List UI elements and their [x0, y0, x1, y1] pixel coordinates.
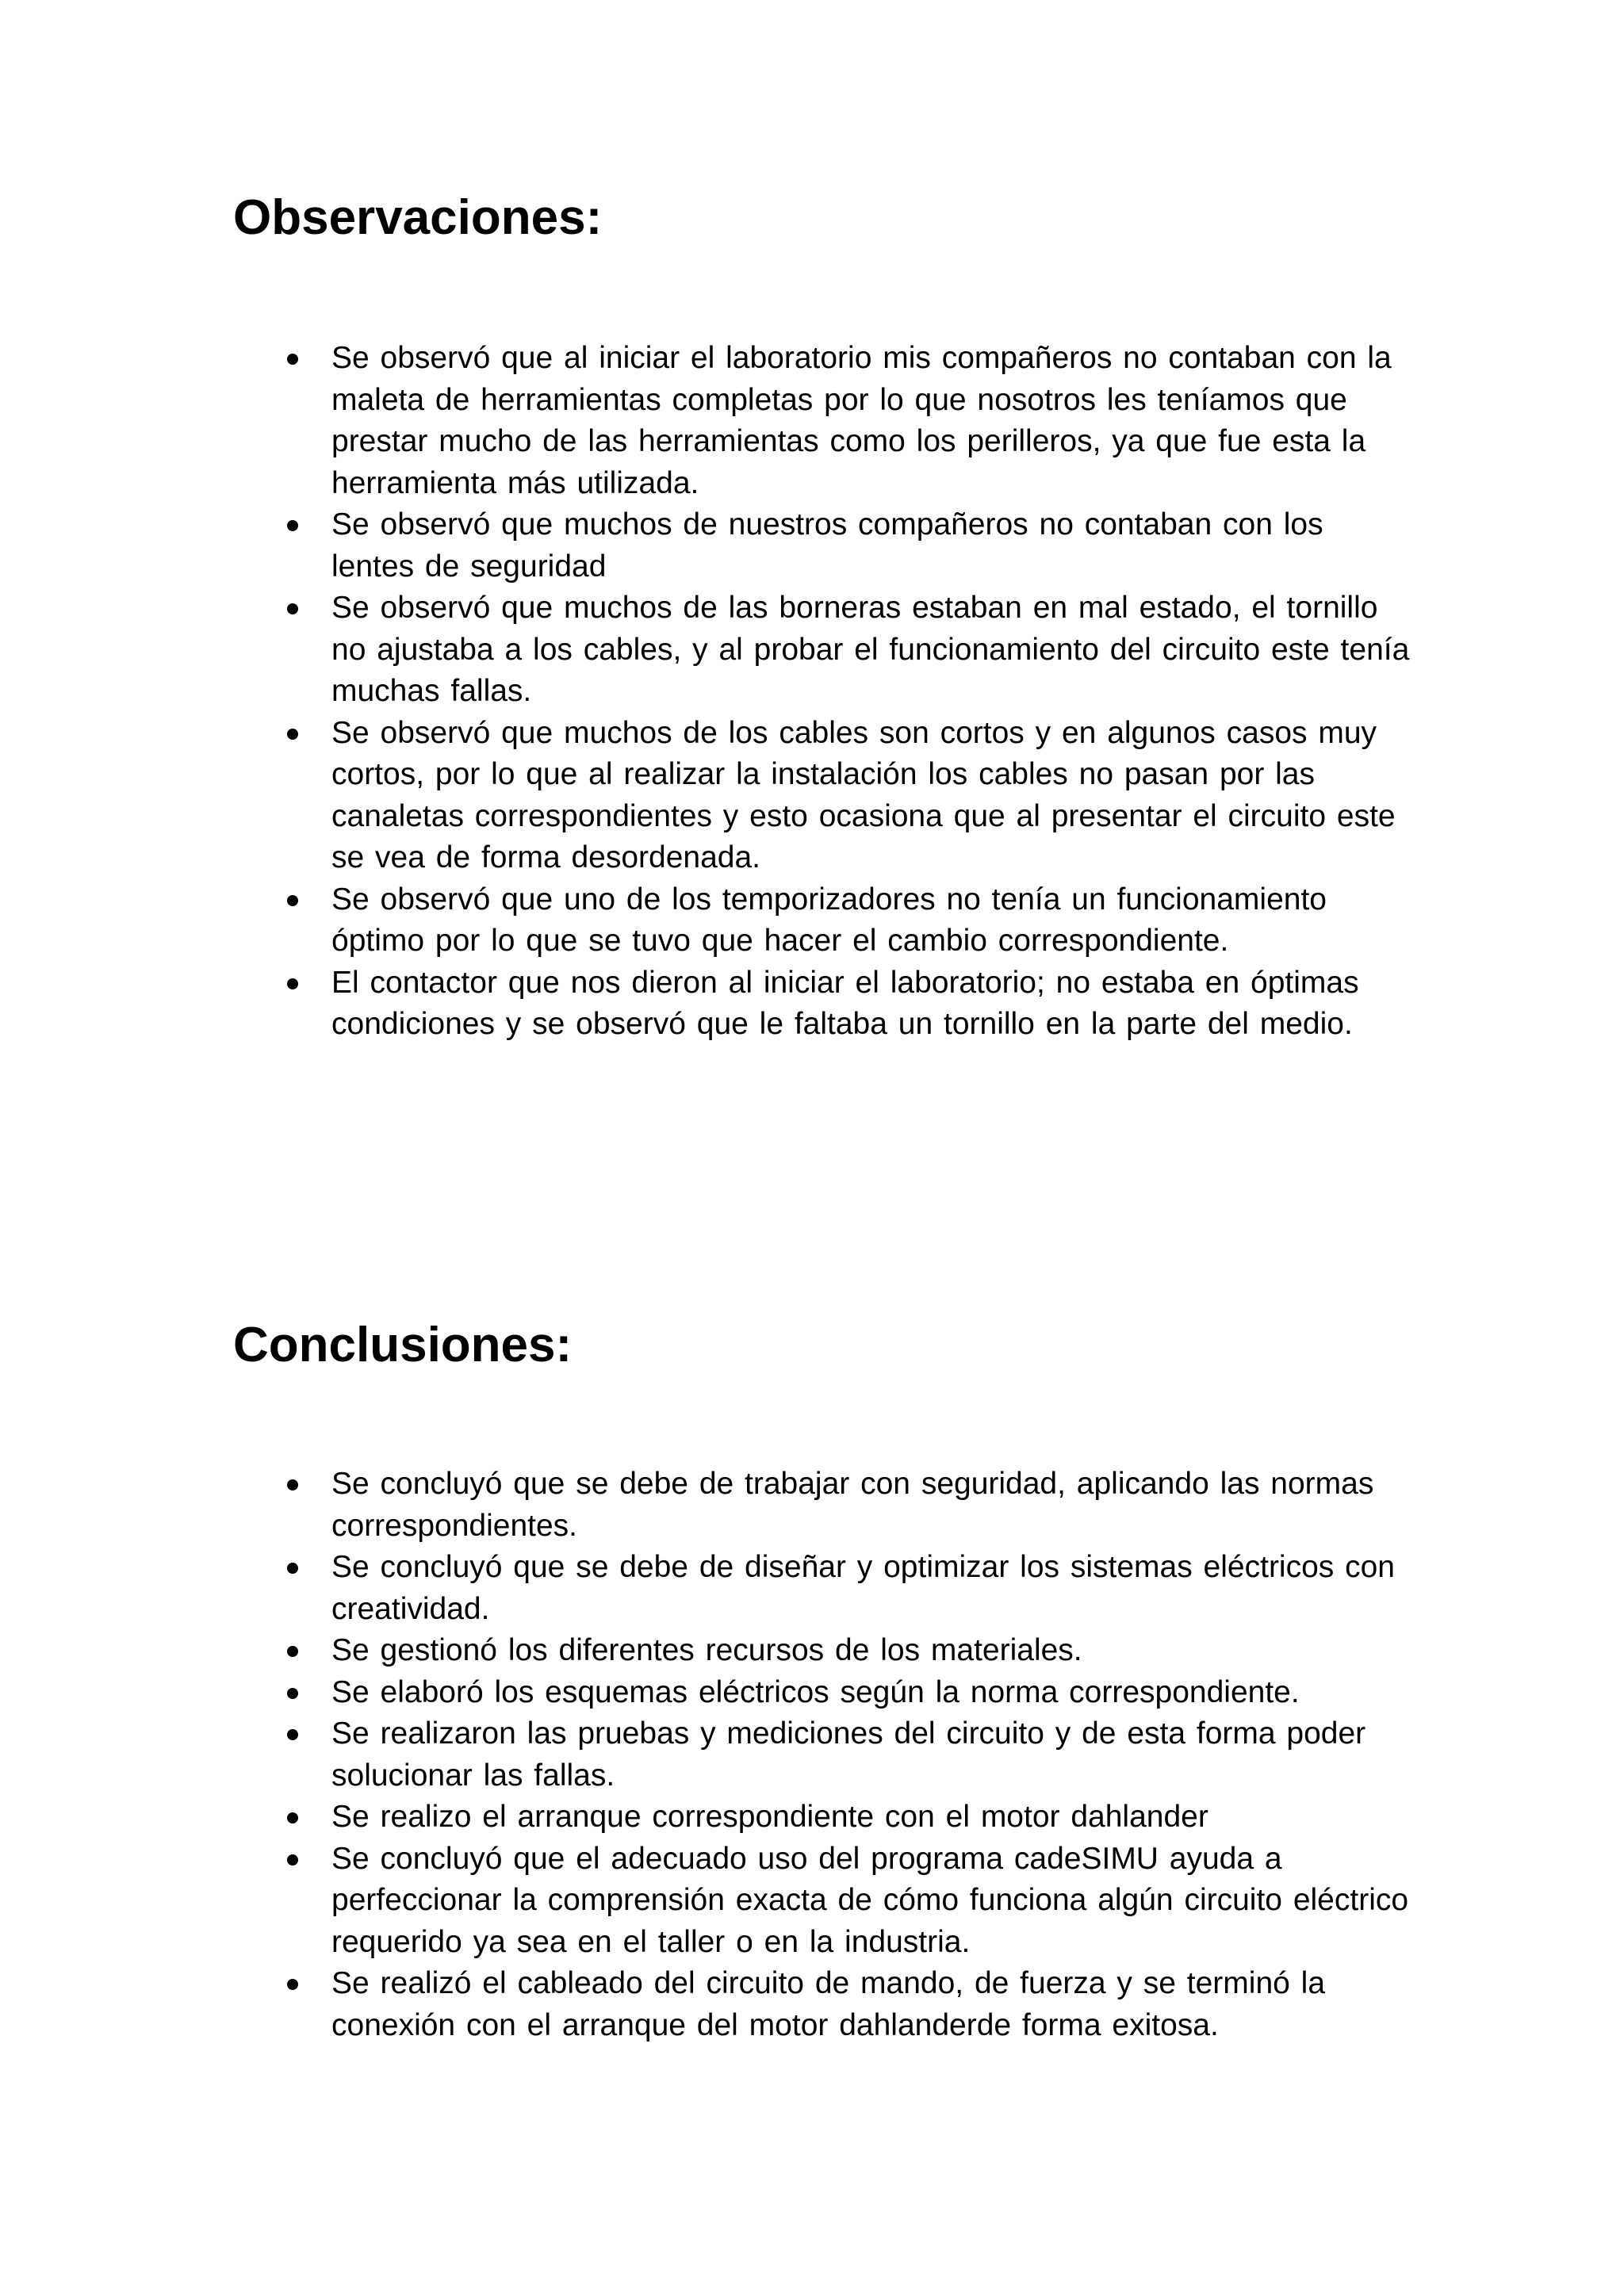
bullet-icon	[287, 603, 298, 614]
bullet-icon	[287, 978, 298, 989]
bullet-icon	[287, 1646, 298, 1657]
bullet-icon	[287, 1812, 298, 1823]
list-item-text: Se observó que al iniciar el laboratorio mis compañeros no contaban con la maleta de herramientas completas por lo que nosotros les teníamos que prestar mucho de las herramientas como los perilleros, ya que fue esta la herramienta más utilizada.	[331, 341, 1392, 500]
observaciones-heading: Observaciones:	[233, 190, 603, 245]
list-item-text: Se observó que muchos de las borneras estaban en mal estado, el tornillo no ajustaba a los cables, y al probar el funcionamiento del circuito este tenía muchas fallas.	[331, 591, 1410, 708]
bullet-icon	[287, 1854, 298, 1866]
list-item	[0, 1464, 1410, 1547]
bullet-icon	[287, 895, 298, 906]
list-item-text: Se observó que uno de los temporizadores no tenía un funcionamiento óptimo por lo que se tuvo que hacer el cambio correspondiente.	[331, 882, 1327, 958]
list-item-text: El contactor que nos dieron al iniciar el laboratorio; no estaba en óptimas condiciones y se observó que le faltaba un tornillo en la parte del medio.	[331, 965, 1359, 1041]
bullet-icon	[287, 354, 298, 365]
bullet-icon	[287, 1729, 298, 1740]
bullet-icon	[287, 1979, 298, 1990]
list-item-text: Se concluyó que se debe de diseñar y optimizar los sistemas eléctricos con creatividad.	[331, 1550, 1395, 1626]
list-item	[0, 1963, 1410, 2046]
list-item	[0, 1672, 1410, 1714]
bullet-icon	[287, 1479, 298, 1490]
list-item-text: Se concluyó que se debe de trabajar con seguridad, aplicando las normas correspondientes.	[331, 1467, 1374, 1543]
list-item	[0, 338, 1410, 504]
list-item	[0, 1630, 1410, 1672]
list-item	[0, 1713, 1410, 1797]
list-item-text: Se elaboró los esquemas eléctricos según la norma correspondiente.	[331, 1674, 1300, 1709]
list-item-text: Se realizó el cableado del circuito de mando, de fuerza y se terminó la conexión con el arranque del motor dahlanderde forma exitosa.	[331, 1966, 1326, 2042]
list-item-text: Se realizaron las pruebas y mediciones del circuito y de esta forma poder solucionar las fallas.	[331, 1716, 1366, 1793]
list-item	[0, 504, 1410, 587]
list-item	[0, 587, 1410, 713]
observaciones-list	[0, 338, 1624, 1046]
bullet-icon	[287, 520, 298, 531]
list-item	[0, 1797, 1410, 1839]
list-item	[0, 713, 1410, 879]
list-item	[0, 962, 1410, 1046]
conclusiones-list	[0, 1464, 1624, 2046]
list-item	[0, 879, 1410, 962]
list-item	[0, 1839, 1410, 1964]
bullet-icon	[287, 729, 298, 740]
conclusiones-heading: Conclusiones:	[233, 1318, 573, 1372]
bullet-icon	[287, 1563, 298, 1574]
list-item-text: Se gestionó los diferentes recursos de los materiales.	[331, 1633, 1082, 1667]
list-item-text: Se realizo el arranque correspondiente con el motor dahlander	[331, 1800, 1208, 1834]
list-item-text: Se observó que muchos de nuestros compañeros no contaban con los lentes de seguridad	[331, 507, 1323, 584]
list-item	[0, 1547, 1410, 1630]
bullet-icon	[287, 1688, 298, 1699]
list-item-text: Se observó que muchos de los cables son cortos y en algunos casos muy cortos, por lo que al realizar la instalación los cables no pasan por las canaletas correspondientes y esto ocasiona que al presentar el circuito este se vea de forma desordenada.	[331, 715, 1396, 874]
list-item-text: Se concluyó que el adecuado uso del programa cadeSIMU ayuda a perfeccionar la comprensión exacta de cómo funciona algún circuito eléctrico requerido ya sea en el taller o en la industria.	[331, 1841, 1409, 1959]
